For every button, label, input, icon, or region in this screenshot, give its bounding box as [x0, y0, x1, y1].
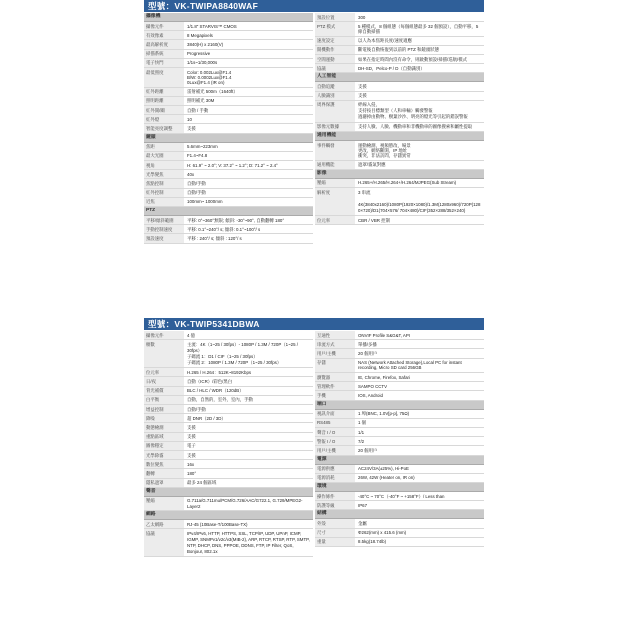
- section-header: 通用機能: [315, 132, 484, 141]
- spec-row: [315, 123, 484, 132]
- spec-value: 支持人臉、人臉、機動車和非機動車的圖像搜索和屬性提取: [358, 124, 473, 130]
- spec-label: 焦距: [144, 143, 184, 151]
- spec-row: [315, 37, 484, 46]
- spec-value: AC24V/3A(±25%), Hi-PoE: [358, 466, 409, 472]
- spec-label: 照明距離: [144, 97, 184, 105]
- spec-value: SAMPO CCTV: [358, 383, 388, 389]
- spec-row: [144, 442, 313, 451]
- spec-label: 空閒運動: [315, 55, 355, 63]
- spec-label: 數位變焦: [144, 460, 184, 468]
- spec-value: F1.4~F4.8: [187, 153, 208, 159]
- spec-label: 翻轉: [144, 469, 184, 477]
- spec-row: [315, 13, 484, 22]
- spec-row: [144, 225, 313, 234]
- spec-label: 互通性: [315, 331, 355, 339]
- spec-row: [144, 460, 313, 469]
- spec-value: 自動/手動: [187, 180, 206, 186]
- spec-column-left: [144, 13, 313, 244]
- spec-value: 1 個: [358, 420, 367, 426]
- spec-row: [315, 446, 484, 455]
- spec-row: [144, 377, 313, 386]
- section-header: 聲音: [144, 488, 313, 497]
- spec-label: 壓縮: [144, 497, 184, 510]
- spec-value: IPv4/IPv6, HTTP, HTTPS, SSL, TCP/IP, UDP, UPnP, ICMP, IGMP, SNMPv1/v2c/v3(MIB-2), ARP, RTCP, RTSP, RTP, SMTP, NTP, DHCP, DNS, PPPOE, DDNS, FTP, IP Filter, QoS, Bonjour, 802.1x: [187, 530, 310, 554]
- section-header: 影像: [315, 170, 484, 179]
- spec-row: [144, 529, 313, 557]
- spec-row: [144, 479, 313, 488]
- spec-label: 隱私遮罩: [144, 479, 184, 487]
- spec-label: 紅外控制: [144, 189, 184, 197]
- spec-label: 乙太網路: [144, 520, 184, 528]
- spec-value: 超 DNR（2D / 3D）: [187, 415, 226, 421]
- spec-label: 手動控制速度: [144, 225, 184, 233]
- spec-label: 平移/傾斜範圍: [144, 216, 184, 224]
- spec-label: 協議: [144, 529, 184, 556]
- spec-value: IE, Chrome, Firefox, Safari: [358, 374, 410, 380]
- spec-value: NAS (Network Attached Storage),Local PC for instant recording, Micro SD card 256GB: [358, 360, 462, 371]
- spec-label: 掃描系統: [144, 50, 184, 58]
- spec-label: 手機: [315, 391, 355, 399]
- spec-label: 降噪: [144, 414, 184, 422]
- spec-value: 支援: [187, 424, 196, 430]
- spec-value: 如果在指定時間內沒有命令，則啟動預設/掃描/巡航/模式: [358, 56, 468, 62]
- spec-row: [144, 469, 313, 478]
- spec-label: 光學變焦: [144, 170, 184, 178]
- spec-row: [315, 428, 484, 437]
- spec-row: [144, 451, 313, 460]
- spec-row: [315, 55, 484, 64]
- spec-sheet-1: [144, 0, 484, 244]
- spec-value: 最多 24 個區域: [187, 480, 217, 486]
- spec-row: [144, 497, 313, 511]
- spec-row: [315, 46, 484, 55]
- spec-row: [144, 433, 313, 442]
- spec-value: 3840(H) x 2160(V): [187, 41, 224, 47]
- spec-label: 事件觸發: [315, 141, 355, 160]
- spec-value: G.711a/G.711mu/PCM/G.726/AAC/G722.1, G.729/MPEG2-Layer2: [187, 498, 303, 509]
- spec-row: [144, 331, 313, 340]
- spec-label: 重點區域: [144, 433, 184, 441]
- spec-value: 20 個用戶: [358, 350, 378, 356]
- section-header: 攝像機: [144, 13, 313, 22]
- spec-value: 支援: [187, 452, 196, 458]
- spec-row: [144, 106, 313, 115]
- spec-row: [315, 382, 484, 391]
- spec-row: [315, 349, 484, 358]
- spec-value: 主流：4K（1~25 / 30fps）- 1080P / 1.3M / 720P（1~25 / 30fps） 子碼流 1：D1 / CIF（1~25 / 30fps） 子碼流 2：1080P / 1.3M / 720P（1~25 / 30fps）: [187, 341, 298, 365]
- spec-value: DH-SD，Pelco-P / D（自動識別）: [358, 65, 425, 71]
- spec-row: [144, 189, 313, 198]
- spec-label: 動態檢測: [144, 423, 184, 431]
- spec-value: 平移: 0.1°~240°/ s; 傾斜: 0.1°~100°/ s: [187, 226, 261, 232]
- spec-row: [315, 492, 484, 501]
- spec-value: 5.6mm~223mm: [187, 144, 218, 150]
- spec-label: 智能亮度調整: [144, 124, 184, 132]
- spec-value: Progressive: [187, 51, 211, 57]
- spec-label: 串流方式: [315, 340, 355, 348]
- spec-row: [315, 101, 484, 123]
- spec-row: [315, 538, 484, 547]
- spec-value: 自動/手動: [187, 190, 206, 196]
- spec-row: [144, 115, 313, 124]
- spec-label: 增益控制: [144, 405, 184, 413]
- spec-row: [315, 519, 484, 528]
- spec-value: 運動檢測，視頻篡改，場景 更改，網絡斷開，IP 地址 衝突，非法訪問，存儲異常: [358, 142, 411, 158]
- spec-value: 支援: [358, 93, 367, 99]
- spec-label: 最低照度: [144, 68, 184, 87]
- spec-value: 自動（ICR）/彩色/黑白: [187, 378, 233, 384]
- spec-label: 攝像元件: [144, 22, 184, 30]
- section-header: 環境: [315, 483, 484, 492]
- spec-row: [144, 396, 313, 405]
- spec-value: 4 億: [187, 332, 196, 338]
- spec-row: [144, 68, 313, 88]
- spec-label: 有效像素: [144, 31, 184, 39]
- spec-label: 尺寸: [315, 529, 355, 537]
- spec-label: 解析度: [315, 188, 355, 215]
- spec-row: [144, 161, 313, 170]
- spec-value: 8.5kg(18.74lb): [358, 539, 387, 545]
- spec-row: [144, 97, 313, 106]
- spec-label: 位元率: [315, 216, 355, 224]
- spec-value: RJ-45 (10Base-T/100Base-TX): [187, 521, 248, 527]
- spec-value: 180°: [187, 470, 197, 476]
- spec-value: BLC / HLC / WDR（120dB）: [187, 388, 244, 394]
- spec-value: 電子: [187, 443, 196, 449]
- spec-label: 電源消耗: [315, 474, 355, 482]
- spec-row: [144, 520, 313, 529]
- section-header: 網路: [144, 511, 313, 520]
- spec-value: 16x: [187, 461, 195, 467]
- spec-column-right: [315, 331, 484, 557]
- section-header: PTZ: [144, 207, 313, 216]
- spec-value: 20 個用戶: [358, 447, 378, 453]
- spec-value: 照明補光 30M: [187, 98, 215, 104]
- spec-row: [315, 437, 484, 446]
- spec-row: [315, 391, 484, 400]
- spec-value: ONVIF Profile S&G&T, API: [358, 332, 410, 338]
- spec-label: 紅外開/關: [144, 106, 184, 114]
- spec-value: 自動，自然的，室外，室內，手動: [187, 397, 253, 403]
- spec-value: 金屬: [358, 520, 367, 526]
- spec-row: [144, 179, 313, 188]
- spec-row: [144, 22, 313, 31]
- spec-row: [144, 368, 313, 377]
- spec-label: 電源供應: [315, 465, 355, 473]
- spec-value: 單播/多播: [358, 341, 377, 347]
- spec-sheet-2: [144, 318, 484, 557]
- spec-label: 預設速度: [144, 234, 184, 242]
- spec-label: 幀數: [144, 340, 184, 367]
- spec-row: [315, 92, 484, 101]
- spec-value: Φ262(mm) x 415.6 (mm): [358, 530, 407, 536]
- spec-label: 光學除霧: [144, 451, 184, 459]
- spec-row: [144, 234, 313, 243]
- spec-value: Color: 0.002Lux@F1.4 B/W: 0.0002Lux@F1.4 0Lux@F1.4 (IR on): [187, 69, 232, 85]
- spec-label: 用戶/主機: [315, 349, 355, 357]
- spec-label: 最高解析度: [144, 40, 184, 48]
- spec-row: [315, 188, 484, 216]
- spec-label: 管理軟件: [315, 382, 355, 390]
- spec-value: 7/2: [358, 438, 365, 444]
- spec-row: [144, 387, 313, 396]
- spec-value: IP67: [358, 502, 368, 508]
- spec-row: [315, 340, 484, 349]
- spec-row: [144, 124, 313, 133]
- spec-label: 協議: [315, 64, 355, 72]
- spec-label: 攝像元件: [144, 331, 184, 339]
- spec-label: 焦點控制: [144, 179, 184, 187]
- spec-value: 5 種模式，8 個組態（每個組態最多 32 個預設），自動平移，5 條自動掃描: [358, 23, 479, 34]
- spec-value: 遮罩/霧氣對應: [358, 162, 386, 168]
- spec-label: PTZ 模式: [315, 22, 355, 35]
- section-header: 結構: [315, 510, 484, 519]
- spec-label: 日/夜: [144, 377, 184, 385]
- spec-label: 背光補償: [144, 387, 184, 395]
- spec-row: [144, 423, 313, 432]
- section-header: 人工智能: [315, 73, 484, 82]
- spec-row: [144, 414, 313, 423]
- spec-label: 存儲: [315, 359, 355, 372]
- spec-label: 圖像穩定: [144, 442, 184, 450]
- spec-row: [315, 419, 484, 428]
- spec-row: [315, 216, 484, 225]
- spec-label: 聲音 I / O: [315, 428, 355, 436]
- spec-value: -40°C ~ 70°C（-40°F ~ +158°F）/ Less than: [358, 493, 445, 499]
- spec-row: [144, 40, 313, 49]
- spec-value: 1/1s~1/30,000s: [187, 60, 218, 66]
- spec-label: 電子快門: [144, 59, 184, 67]
- spec-value: 支援: [187, 125, 196, 131]
- spec-value: 1/1: [358, 429, 365, 435]
- section-header: 電源: [315, 456, 484, 465]
- spec-value: 平移: 0°~360°無限; 傾斜: -30°~90°, 自動翻轉 180°: [187, 217, 285, 223]
- spec-row: [144, 152, 313, 161]
- spec-label: 用戶/主機: [315, 446, 355, 454]
- spec-label: 開機動作: [315, 46, 355, 54]
- spec-row: [315, 474, 484, 483]
- spec-label: 人臉識別: [315, 92, 355, 100]
- spec-row: [315, 64, 484, 73]
- spec-column-left: [144, 331, 313, 557]
- spec-label: 通用機能: [315, 161, 355, 169]
- spec-value: 斷電後自動恢復到以前的 PTZ 和鏡頭狀態: [358, 47, 439, 53]
- spec-row: [144, 170, 313, 179]
- spec-label: 周界保護: [315, 101, 355, 122]
- spec-row: [315, 141, 484, 161]
- spec-label: 自動追蹤: [315, 82, 355, 90]
- section-header: 端口: [315, 401, 484, 410]
- spec-value: 自動 / 手動: [187, 107, 209, 113]
- spec-value: IOS, Android: [358, 392, 383, 398]
- spec-label: 近焦: [144, 198, 184, 206]
- spec-row: [315, 529, 484, 538]
- spec-label: 紅外燈: [144, 115, 184, 123]
- spec-row: [315, 331, 484, 340]
- spec-label: 重量: [315, 538, 355, 546]
- spec-label: 白平衡: [144, 396, 184, 404]
- spec-value: 平移 : 240°/ s; 傾斜 : 120°/ s: [187, 235, 242, 241]
- spec-value: 100mm~ 1000mm: [187, 199, 223, 205]
- spec-value: CBR / VBR 控制: [358, 217, 390, 223]
- spec-row: [144, 405, 313, 414]
- spec-label: 瀏覽器: [315, 373, 355, 381]
- spec-label: 操作條件: [315, 492, 355, 500]
- spec-label: 壓縮: [315, 179, 355, 187]
- spec-value: H: 61.9° ~ 2.0°; V: 37.2° ~ 1.2°; D: 71.2° ~ 2.4°: [187, 162, 278, 168]
- model-title: 型號：VK-TWIP5341DBWA: [144, 318, 484, 330]
- section-header: 鏡頭: [144, 134, 313, 143]
- spec-label: 速度設定: [315, 37, 355, 45]
- spec-row: [144, 340, 313, 368]
- spec-row: [315, 22, 484, 36]
- spec-value: 10: [187, 116, 192, 122]
- spec-row: [144, 31, 313, 40]
- spec-row: [315, 82, 484, 91]
- model-title: 型號：VK-TWIPA8840WAF: [144, 0, 484, 12]
- spec-row: [144, 198, 313, 207]
- spec-row: [315, 410, 484, 419]
- spec-row: [144, 143, 313, 152]
- spec-value: 3 串流 4K(3840x2160)/1080P(1920×1080)/1.3M(1280x960)/720P(1280×720)/D1(704×576/ 704×480)/CIF(352×288/352×240): [358, 189, 481, 213]
- spec-value: 8 Megapixels: [187, 32, 213, 38]
- spec-value: 以人為本焦距長度/速度適應: [358, 38, 412, 44]
- spec-label: 位元率: [144, 368, 184, 376]
- spec-row: [315, 161, 484, 170]
- spec-value: 300: [358, 14, 366, 20]
- spec-row: [315, 373, 484, 382]
- spec-label: 外殼: [315, 519, 355, 527]
- spec-row: [144, 50, 313, 59]
- spec-value: 26W, 42W (Heater on, IR on): [358, 475, 415, 481]
- spec-value: H.265 / H.264：512K~8192Kbps: [187, 369, 252, 375]
- spec-label: 防護等級: [315, 501, 355, 509]
- spec-label: 紅外距離: [144, 88, 184, 96]
- spec-label: 預設位置: [315, 13, 355, 21]
- spec-row: [144, 59, 313, 68]
- spec-label: 警報 I / O: [315, 437, 355, 445]
- spec-row: [315, 465, 484, 474]
- spec-label: 影像元數據: [315, 123, 355, 131]
- spec-column-right: [315, 13, 484, 244]
- spec-value: 40x: [187, 171, 195, 177]
- spec-value: 絆線入侵， 支持按目標類型（人和車輛）觸發警報 過濾掉由動物、樹葉沙沙、明亮的燈光等引起的錯誤警報: [358, 102, 468, 120]
- spec-value: 1/1.8" STARVIS™ CMOS: [187, 23, 237, 29]
- spec-value: 自動/手動: [187, 406, 206, 412]
- spec-value: 1 埠(BNC, 1.0V[p-p], 75Ω): [358, 411, 410, 417]
- spec-row: [315, 179, 484, 188]
- spec-label: RS485: [315, 419, 355, 427]
- spec-label: 視角: [144, 161, 184, 169]
- spec-value: 支援: [187, 434, 196, 440]
- spec-row: [144, 216, 313, 225]
- spec-label: 視訊介面: [315, 410, 355, 418]
- spec-value: H.265+/H.265/H.264+/H.264/MJPEG(Sub Stream): [358, 180, 457, 186]
- spec-value: 雷射補光 500m（1640ft）: [187, 89, 238, 95]
- spec-value: 支援: [358, 83, 367, 89]
- spec-label: 最大光圈: [144, 152, 184, 160]
- spec-row: [315, 501, 484, 510]
- spec-row: [144, 88, 313, 97]
- spec-row: [315, 359, 484, 373]
